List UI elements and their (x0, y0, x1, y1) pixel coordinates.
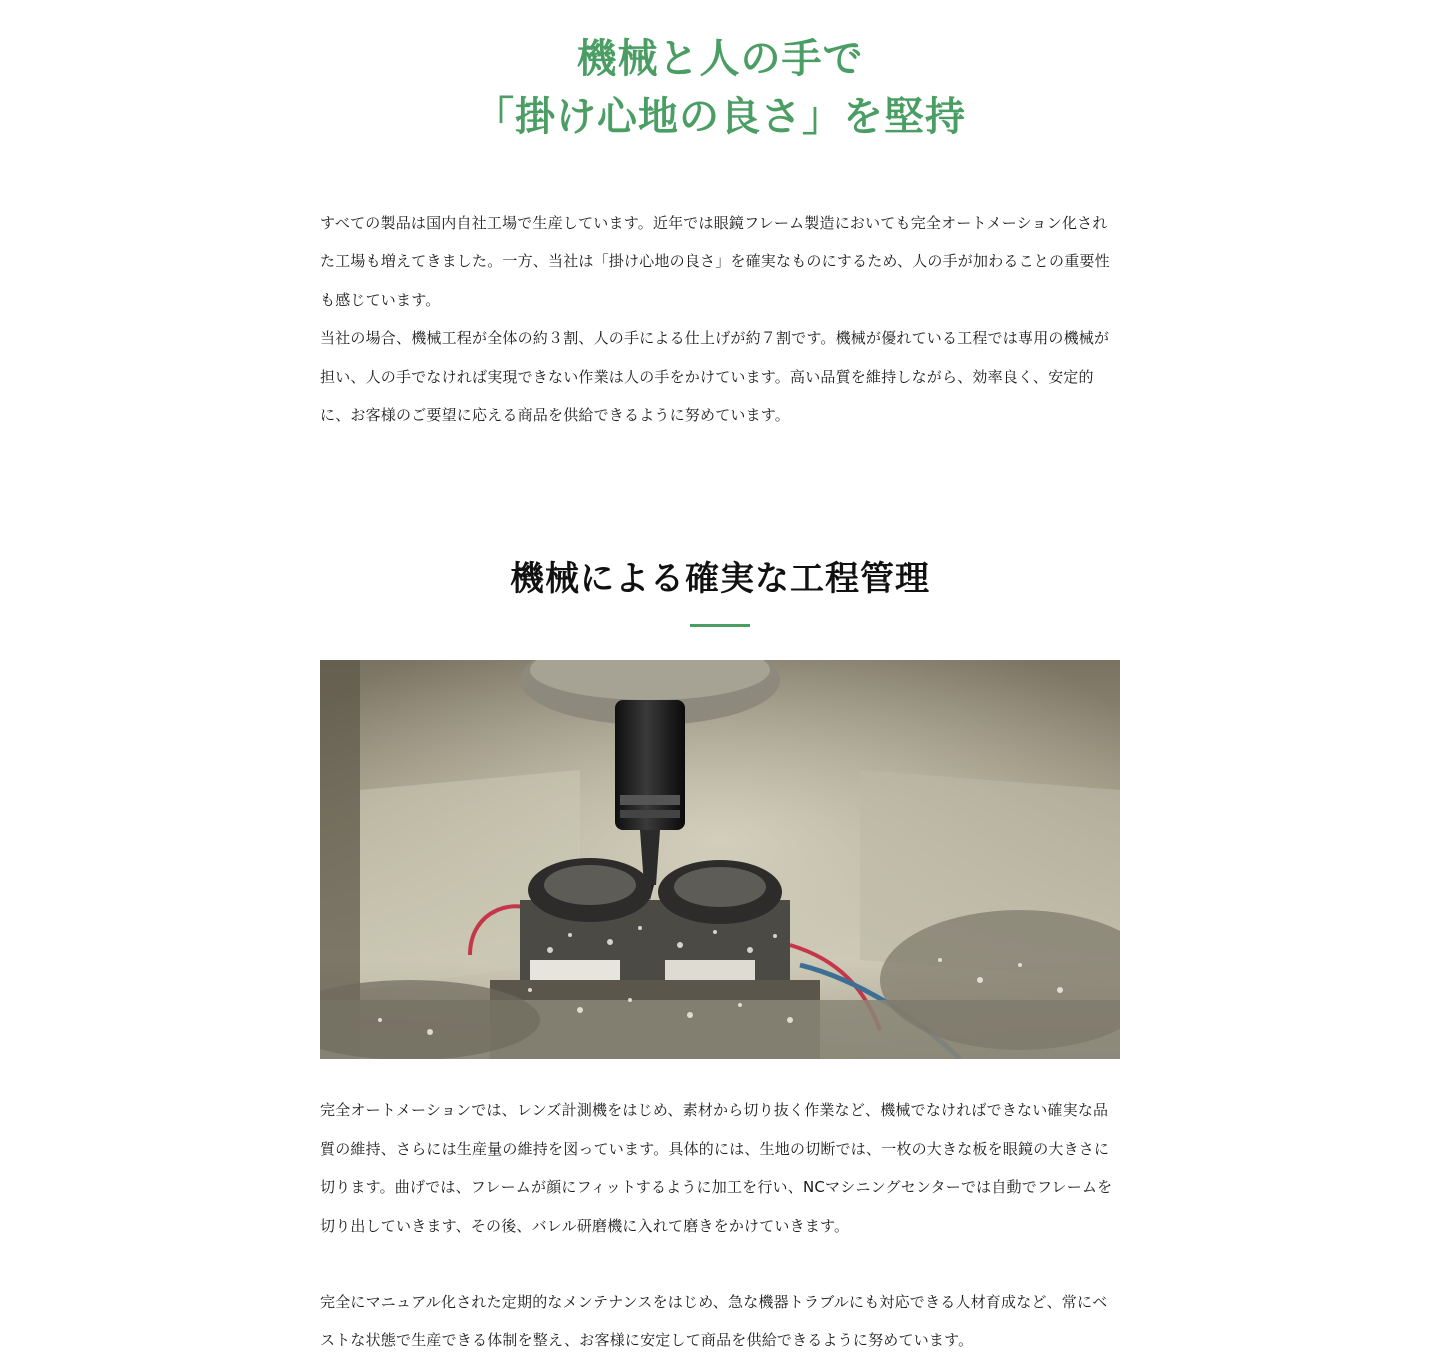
intro-paragraph: 当社の場合、機械工程が全体の約３割、人の手による仕上げが約７割です。機械が優れている工程では専用の機械が担い、人の手でなければ実現できない作業は人の手をかけています。高い品質を維持しながら、効率良く、安定的に、お客様のご要望に応える商品を供給できるように努めています。 (320, 329, 1110, 425)
machine-section-text (320, 1091, 1120, 1359)
main-content (320, 0, 1120, 1360)
intro-paragraph: すべての製品は国内自社工場で生産しています。近年では眼鏡フレーム製造においても完全オートメーション化された工場も増えてきました。一方、当社は「掛け心地の良さ」を確実なものにするため、人の手が加わることの重要性も感じています。 (320, 214, 1110, 309)
cnc-machine-photo (320, 660, 1120, 1059)
hero-title-line2: 「掛け心地の良さ」を堅持 (474, 94, 966, 140)
body-paragraph: 完全オートメーションでは、レンズ計測機をはじめ、素材から切り抜く作業など、機械でなければできない確実な品質の維持、さらには生産量の維持を図っています。具体的には、生地の切断では、一枚の大きな板を眼鏡の大きさに切ります。曲げでは、フレームが顔にフィットするように加工を行い、NCマシニングセンターでは自動でフレームを切り出していきます、その後、バレル研磨機に入れて磨きをかけていきます。 (320, 1101, 1113, 1235)
intro-text (320, 204, 1120, 434)
hero-title (320, 0, 1120, 146)
cnc-machine-illustration (320, 660, 1120, 1059)
section-title: 機械による確実な工程管理 (510, 559, 930, 600)
body-paragraph: 完全にマニュアル化された定期的なメンテナンスをはじめ、急な機器トラブルにも対応できる人材育成など、常にベストな状態で生産できる体制を整え、お客様に安定して商品を供給できるように努めています。 (320, 1293, 1108, 1350)
title-underline (690, 624, 750, 627)
hero-title-line1: 機械と人の手で (576, 36, 864, 82)
